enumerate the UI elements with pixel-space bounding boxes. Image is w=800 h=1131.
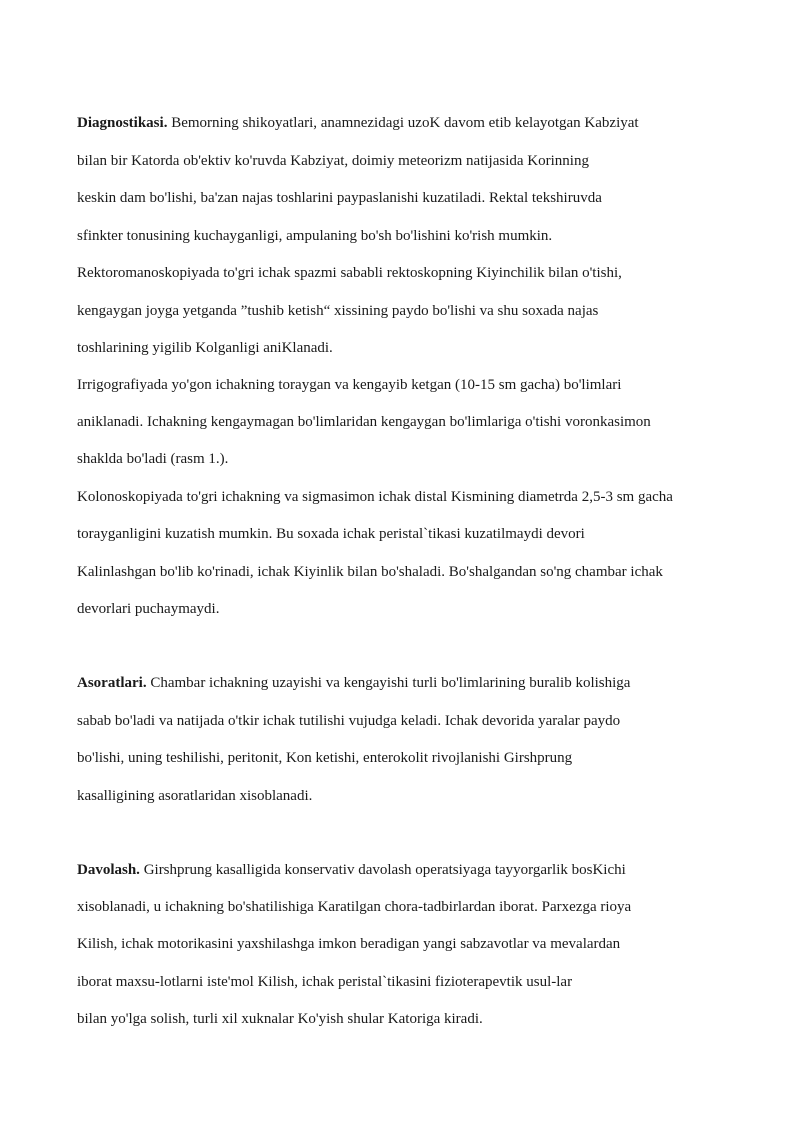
paragraph-text: Bemorning shikoyatlari, anamnezidagi uzoK davom etib kelayotgan Kabziyat xyxy=(167,115,639,131)
section-heading-davolash: Davolash. xyxy=(77,862,140,878)
paragraph-line: Irrigografiyada yo'gon ichakning toraygan va kengayib ketgan (10-15 sm gacha) bo'limlari xyxy=(77,377,622,393)
paragraph-line: xisoblanadi, u ichakning bo'shatilishiga Karatilgan chora-tadbirlardan iborat. Parxezga rioya xyxy=(77,899,632,915)
paragraph-line: aniklanadi. Ichakning kengaymagan bo'limlaridan kengaygan bo'limlariga o'tishi voronkasimon xyxy=(77,414,651,430)
paragraph-line: kengaygan joyga yetganda ”tushib ketish“ xissining paydo bo'lishi va shu soxada najas xyxy=(77,303,599,319)
paragraph-line: shaklda bo'ladi (rasm 1.). xyxy=(77,451,229,467)
paragraph-line: torayganligini kuzatish mumkin. Bu soxada ichak peristal`tikasi kuzatilmaydi devori xyxy=(77,526,585,542)
paragraph-line: Kalinlashgan bo'lib ko'rinadi, ichak Kiyinlik bilan bo'shaladi. Bo'shalgandan so'ng chambar ichak xyxy=(77,564,663,580)
paragraph-line: bilan yo'lga solish, turli xil xuknalar Ko'yish shular Katoriga kiradi. xyxy=(77,1011,483,1027)
paragraph-line: Rektoromanoskopiyada to'gri ichak spazmi sababli rektoskopning Kiyinchilik bilan o'tishi, xyxy=(77,265,622,281)
paragraph-line: iborat maxsu-lotlarni iste'mol Kilish, ichak peristal`tikasini fizioterapevtik usul-lar xyxy=(77,974,573,990)
paragraph-line: Kilish, ichak motorikasini yaxshilashga imkon beradigan yangi sabzavotlar va mevalardan xyxy=(77,936,621,952)
paragraph-line: toshlarining yigilib Kolganligi aniKlanadi. xyxy=(77,340,333,356)
paragraph-line: sabab bo'ladi va natijada o'tkir ichak tutilishi vujudga keladi. Ichak devorida yaralar paydo xyxy=(77,713,621,729)
paragraph-line xyxy=(77,674,630,692)
section-heading-diagnostika: Diagnostikasi. xyxy=(77,115,168,131)
paragraph-line: Kolonoskopiyada to'gri ichakning va sigmasimon ichak distal Kismining diametrda 2,5-3 sm gacha xyxy=(77,489,673,505)
section-heading-asoratlari: Asoratlari. xyxy=(77,675,147,691)
paragraph-line xyxy=(77,114,639,132)
paragraph-line: keskin dam bo'lishi, ba'zan najas toshlarini paypaslanishi kuzatiladi. Rektal tekshiruvda xyxy=(77,190,602,206)
paragraph-line: bo'lishi, uning teshilishi, peritonit, Kon ketishi, enterokolit rivojlanishi Girshprung xyxy=(77,750,573,766)
paragraph-line: bilan bir Katorda ob'ektiv ko'ruvda Kabziyat, doimiy meteorizm natijasida Korinning xyxy=(77,153,589,169)
paragraph-line: sfinkter tonusining kuchayganligi, ampulaning bo'sh bo'lishini ko'rish mumkin. xyxy=(77,228,553,244)
paragraph-line: kasalligining asoratlaridan xisoblanadi. xyxy=(77,788,313,804)
paragraph-line: devorlari puchaymaydi. xyxy=(77,601,220,617)
paragraph-line xyxy=(77,861,626,879)
paragraph-text: Chambar ichakning uzayishi va kengayishi turli bo'limlarining buralib kolishiga xyxy=(146,675,631,691)
paragraph-text: Girshprung kasalligida konservativ davolash operatsiyaga tayyorgarlik bosKichi xyxy=(139,862,626,878)
